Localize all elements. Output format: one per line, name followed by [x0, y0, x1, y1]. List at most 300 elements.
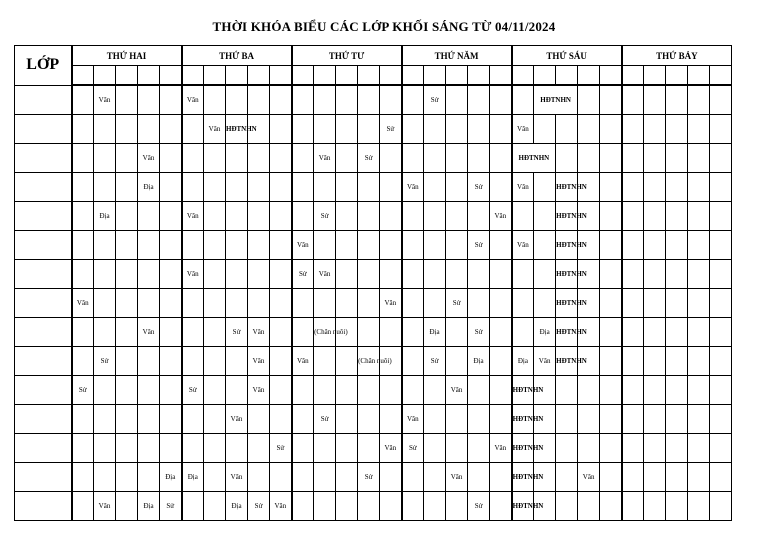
timetable-cell	[226, 173, 248, 202]
timetable-cell	[94, 231, 116, 260]
timetable-cell: HĐTNHN	[512, 434, 534, 463]
timetable-cell: Văn	[512, 231, 534, 260]
timetable-cell: Sử	[314, 405, 336, 434]
timetable-cell	[138, 405, 160, 434]
timetable-cell	[336, 85, 358, 115]
timetable-cell	[116, 463, 138, 492]
timetable-cell	[292, 434, 314, 463]
table-row	[15, 231, 732, 260]
timetable-cell: Văn	[182, 260, 204, 289]
table-row	[15, 144, 732, 173]
period-header	[688, 66, 710, 86]
timetable-cell	[248, 231, 270, 260]
timetable-cell: Sử	[424, 347, 446, 376]
timetable-cell: Sử	[468, 318, 490, 347]
timetable-cell	[710, 463, 732, 492]
timetable-cell	[358, 85, 380, 115]
timetable-cell	[578, 405, 600, 434]
timetable-cell: Văn	[314, 144, 336, 173]
timetable-cell: HĐTNHN	[556, 202, 578, 231]
period-header	[424, 66, 446, 86]
timetable-cell	[138, 347, 160, 376]
period-header	[270, 66, 292, 86]
timetable-cell	[534, 289, 556, 318]
timetable-cell	[226, 260, 248, 289]
timetable-cell	[270, 405, 292, 434]
timetable-cell	[710, 173, 732, 202]
timetable-cell	[468, 405, 490, 434]
timetable-cell	[600, 231, 622, 260]
timetable-cell	[160, 405, 182, 434]
timetable-cell	[72, 202, 94, 231]
timetable-cell	[182, 144, 204, 173]
timetable-cell	[336, 376, 358, 405]
table-row	[15, 173, 732, 202]
timetable-cell	[468, 115, 490, 144]
timetable-cell: Văn	[314, 260, 336, 289]
timetable-cell: Văn	[490, 202, 512, 231]
timetable-cell	[336, 260, 358, 289]
timetable-cell	[556, 144, 578, 173]
timetable-cell	[402, 492, 424, 521]
timetable-cell	[226, 376, 248, 405]
timetable-cell	[468, 434, 490, 463]
timetable-cell	[204, 173, 226, 202]
timetable-cell	[314, 376, 336, 405]
timetable-cell	[644, 144, 666, 173]
timetable-cell	[116, 173, 138, 202]
timetable-cell	[446, 173, 468, 202]
timetable-cell	[314, 115, 336, 144]
timetable-cell: HĐTNHN	[556, 347, 578, 376]
timetable-cell	[292, 85, 314, 115]
timetable-cell	[182, 289, 204, 318]
timetable-cell	[358, 289, 380, 318]
timetable-cell	[468, 260, 490, 289]
period-header	[204, 66, 226, 86]
timetable-cell: Văn	[446, 376, 468, 405]
timetable-cell	[248, 202, 270, 231]
timetable-cell	[468, 463, 490, 492]
timetable-cell	[160, 260, 182, 289]
timetable-cell	[710, 85, 732, 115]
timetable-cell	[666, 260, 688, 289]
timetable-cell	[380, 318, 402, 347]
timetable-cell	[226, 144, 248, 173]
timetable-cell	[424, 434, 446, 463]
timetable-cell	[688, 318, 710, 347]
timetable-cell	[666, 376, 688, 405]
day-header: THỨ SÁU	[512, 46, 622, 66]
timetable-cell: Văn	[72, 289, 94, 318]
timetable-cell	[182, 318, 204, 347]
table-row	[15, 492, 732, 521]
timetable-cell: Văn	[512, 115, 534, 144]
timetable-cell	[710, 376, 732, 405]
timetable-cell	[556, 492, 578, 521]
timetable-cell	[622, 492, 644, 521]
timetable-cell	[72, 231, 94, 260]
timetable-cell	[512, 289, 534, 318]
class-name-cell	[15, 202, 72, 231]
timetable-cell	[292, 318, 314, 347]
timetable-cell	[226, 289, 248, 318]
timetable-cell	[248, 463, 270, 492]
timetable-cell: Sử	[94, 347, 116, 376]
timetable-cell	[72, 260, 94, 289]
timetable-cell	[116, 115, 138, 144]
period-header	[138, 66, 160, 86]
timetable-cell	[314, 173, 336, 202]
timetable-cell	[666, 85, 688, 115]
timetable-cell	[424, 492, 446, 521]
timetable-cell: Văn	[534, 347, 556, 376]
timetable-cell: Văn	[226, 463, 248, 492]
timetable-cell	[424, 231, 446, 260]
timetable-cell	[270, 463, 292, 492]
timetable-cell	[248, 173, 270, 202]
timetable-cell	[578, 376, 600, 405]
timetable-cell	[666, 492, 688, 521]
timetable-cell: (Chăn nuôi)	[314, 318, 336, 347]
class-column-header: LỚP	[15, 46, 72, 86]
timetable-cell	[270, 85, 292, 115]
timetable-cell	[72, 463, 94, 492]
timetable-cell	[666, 115, 688, 144]
timetable-cell	[204, 405, 226, 434]
timetable-cell	[666, 144, 688, 173]
timetable-cell	[468, 85, 490, 115]
timetable-cell	[380, 85, 402, 115]
timetable-cell	[72, 85, 94, 115]
timetable-cell	[688, 85, 710, 115]
timetable-cell	[270, 347, 292, 376]
timetable-cell	[490, 289, 512, 318]
period-header	[578, 66, 600, 86]
timetable-cell	[270, 173, 292, 202]
table-row	[15, 318, 732, 347]
period-header	[490, 66, 512, 86]
timetable-cell	[380, 405, 402, 434]
timetable-cell	[336, 144, 358, 173]
timetable-cell	[380, 231, 402, 260]
timetable-cell: Văn	[380, 289, 402, 318]
timetable-cell	[600, 463, 622, 492]
timetable-cell: Văn	[490, 434, 512, 463]
timetable-cell	[622, 289, 644, 318]
timetable-cell	[446, 202, 468, 231]
timetable-cell	[644, 405, 666, 434]
timetable-cell	[688, 376, 710, 405]
timetable-cell	[644, 202, 666, 231]
timetable-cell	[204, 318, 226, 347]
period-header	[644, 66, 666, 86]
timetable-cell	[402, 144, 424, 173]
timetable-cell	[248, 434, 270, 463]
timetable-cell	[248, 144, 270, 173]
timetable-cell	[380, 463, 402, 492]
timetable-cell	[490, 144, 512, 173]
timetable-cell: HĐTNHN	[556, 231, 578, 260]
timetable-cell	[578, 492, 600, 521]
timetable-cell	[138, 202, 160, 231]
timetable-cell	[160, 434, 182, 463]
timetable-cell	[314, 434, 336, 463]
timetable-cell: Địa	[468, 347, 490, 376]
timetable-cell	[358, 173, 380, 202]
timetable-cell	[402, 376, 424, 405]
timetable-cell	[490, 318, 512, 347]
day-header: THỨ BA	[182, 46, 292, 66]
timetable-cell	[446, 405, 468, 434]
timetable-cell	[490, 85, 512, 115]
period-header	[556, 66, 578, 86]
timetable-cell: HĐTNHN	[556, 318, 578, 347]
period-header	[446, 66, 468, 86]
timetable-cell	[402, 85, 424, 115]
timetable-cell: Sử	[292, 260, 314, 289]
timetable-cell	[424, 173, 446, 202]
timetable-cell	[116, 289, 138, 318]
timetable-cell	[468, 376, 490, 405]
timetable-cell	[446, 144, 468, 173]
timetable-cell: Văn	[512, 173, 534, 202]
timetable-cell: Văn	[380, 434, 402, 463]
timetable-cell	[710, 260, 732, 289]
timetable-cell	[358, 202, 380, 231]
timetable-cell	[138, 463, 160, 492]
timetable-cell	[226, 347, 248, 376]
timetable-cell	[160, 347, 182, 376]
timetable-cell	[666, 173, 688, 202]
timetable-cell: HĐTNHN	[512, 492, 534, 521]
timetable-cell	[94, 289, 116, 318]
timetable-cell	[358, 318, 380, 347]
timetable-cell	[402, 463, 424, 492]
timetable-cell	[270, 260, 292, 289]
class-name-cell	[15, 318, 72, 347]
timetable-cell	[160, 202, 182, 231]
timetable-cell	[336, 434, 358, 463]
timetable-cell	[622, 231, 644, 260]
timetable-cell	[534, 202, 556, 231]
period-header	[160, 66, 182, 86]
timetable-cell	[446, 492, 468, 521]
timetable-cell	[292, 144, 314, 173]
timetable-cell	[666, 347, 688, 376]
timetable-cell: Sử	[226, 318, 248, 347]
table-row	[15, 289, 732, 318]
timetable-cell	[644, 115, 666, 144]
timetable-cell	[248, 85, 270, 115]
timetable-cell	[292, 492, 314, 521]
timetable-cell	[556, 376, 578, 405]
timetable-cell	[248, 289, 270, 318]
period-header	[182, 66, 204, 86]
timetable-cell: Địa	[534, 318, 556, 347]
timetable-cell	[182, 115, 204, 144]
timetable-cell	[72, 173, 94, 202]
timetable-cell: Văn	[94, 492, 116, 521]
timetable-cell	[710, 231, 732, 260]
timetable-cell	[578, 144, 600, 173]
timetable-cell	[72, 347, 94, 376]
timetable-cell	[446, 85, 468, 115]
timetable-cell	[182, 347, 204, 376]
timetable-cell	[622, 85, 644, 115]
timetable-cell	[688, 289, 710, 318]
timetable-cell	[622, 347, 644, 376]
timetable-cell	[622, 173, 644, 202]
timetable-cell	[292, 405, 314, 434]
timetable-cell	[204, 463, 226, 492]
timetable-cell	[204, 492, 226, 521]
timetable-cell	[72, 115, 94, 144]
timetable-cell: Sử	[446, 289, 468, 318]
timetable-cell	[644, 85, 666, 115]
timetable-cell	[424, 289, 446, 318]
timetable-cell	[424, 376, 446, 405]
timetable-cell: Sử	[468, 231, 490, 260]
class-name-cell	[15, 231, 72, 260]
timetable-cell	[446, 115, 468, 144]
timetable-cell	[600, 144, 622, 173]
timetable-cell	[248, 405, 270, 434]
day-header: THỨ TƯ	[292, 46, 402, 66]
timetable-cell	[688, 347, 710, 376]
timetable-cell	[248, 260, 270, 289]
class-name-cell	[15, 289, 72, 318]
timetable-cell: Văn	[94, 85, 116, 115]
timetable-cell	[292, 202, 314, 231]
class-name-cell	[15, 144, 72, 173]
class-name-cell	[15, 492, 72, 521]
timetable-cell	[512, 318, 534, 347]
timetable-cell	[314, 231, 336, 260]
timetable-cell: Sử	[468, 173, 490, 202]
period-header	[512, 66, 534, 86]
timetable-cell	[94, 260, 116, 289]
timetable-cell	[182, 231, 204, 260]
timetable-cell	[380, 173, 402, 202]
timetable-cell	[226, 434, 248, 463]
timetable-cell	[292, 115, 314, 144]
timetable-cell	[160, 85, 182, 115]
period-header	[666, 66, 688, 86]
timetable-cell	[358, 376, 380, 405]
timetable-cell	[204, 289, 226, 318]
timetable-cell	[116, 231, 138, 260]
timetable-cell	[72, 434, 94, 463]
timetable-cell	[358, 405, 380, 434]
timetable-cell	[688, 492, 710, 521]
timetable-cell	[94, 144, 116, 173]
timetable-cell	[622, 144, 644, 173]
day-header: THỨ HAI	[72, 46, 182, 66]
timetable-cell	[600, 318, 622, 347]
timetable-cell	[446, 318, 468, 347]
timetable-cell	[160, 289, 182, 318]
timetable-cell	[226, 231, 248, 260]
timetable-cell	[94, 434, 116, 463]
period-header	[600, 66, 622, 86]
timetable-cell	[644, 318, 666, 347]
timetable-cell: Sử	[160, 492, 182, 521]
timetable-cell	[468, 144, 490, 173]
timetable-cell	[424, 115, 446, 144]
timetable-cell	[292, 376, 314, 405]
class-name-cell	[15, 115, 72, 144]
timetable-cell	[116, 202, 138, 231]
timetable-cell	[116, 318, 138, 347]
timetable-cell	[446, 434, 468, 463]
timetable-cell	[402, 318, 424, 347]
timetable-cell	[512, 260, 534, 289]
timetable-cell: Sử	[248, 492, 270, 521]
timetable-cell	[270, 289, 292, 318]
period-header	[72, 66, 94, 86]
period-header	[358, 66, 380, 86]
timetable-cell	[600, 85, 622, 115]
timetable-cell	[600, 173, 622, 202]
period-header	[248, 66, 270, 86]
table-row	[15, 376, 732, 405]
timetable-cell	[490, 115, 512, 144]
timetable-cell	[226, 202, 248, 231]
timetable-cell	[94, 405, 116, 434]
timetable-cell: Địa	[226, 492, 248, 521]
timetable-cell	[270, 231, 292, 260]
timetable-cell	[72, 144, 94, 173]
timetable	[14, 45, 732, 521]
timetable-cell	[424, 463, 446, 492]
timetable-cell	[600, 115, 622, 144]
timetable-cell	[644, 492, 666, 521]
timetable-cell: HĐTNHN	[534, 85, 578, 115]
timetable-cell: Sử	[182, 376, 204, 405]
timetable-cell	[314, 85, 336, 115]
timetable-cell	[402, 231, 424, 260]
timetable-cell	[710, 434, 732, 463]
class-name-cell	[15, 405, 72, 434]
timetable-cell	[490, 347, 512, 376]
timetable-cell: Văn	[446, 463, 468, 492]
timetable-cell	[182, 173, 204, 202]
class-name-cell	[15, 376, 72, 405]
timetable-cell	[336, 492, 358, 521]
period-header	[94, 66, 116, 86]
timetable-cell	[446, 260, 468, 289]
period-header	[534, 66, 556, 86]
timetable-cell: HĐTNHN	[512, 405, 534, 434]
timetable-cell	[644, 376, 666, 405]
timetable-cell	[204, 85, 226, 115]
class-name-cell	[15, 85, 72, 115]
timetable-cell	[622, 115, 644, 144]
timetable-cell: Văn	[138, 144, 160, 173]
timetable-cell: Sử	[358, 463, 380, 492]
timetable-cell	[402, 347, 424, 376]
timetable-cell	[314, 492, 336, 521]
timetable-cell: Sử	[270, 434, 292, 463]
timetable-cell: HĐTNHN	[226, 115, 248, 144]
timetable-cell: Sử	[424, 85, 446, 115]
timetable-cell	[270, 318, 292, 347]
timetable-cell	[336, 115, 358, 144]
timetable-cell	[116, 260, 138, 289]
timetable-cell: Văn	[182, 85, 204, 115]
timetable-cell	[270, 376, 292, 405]
